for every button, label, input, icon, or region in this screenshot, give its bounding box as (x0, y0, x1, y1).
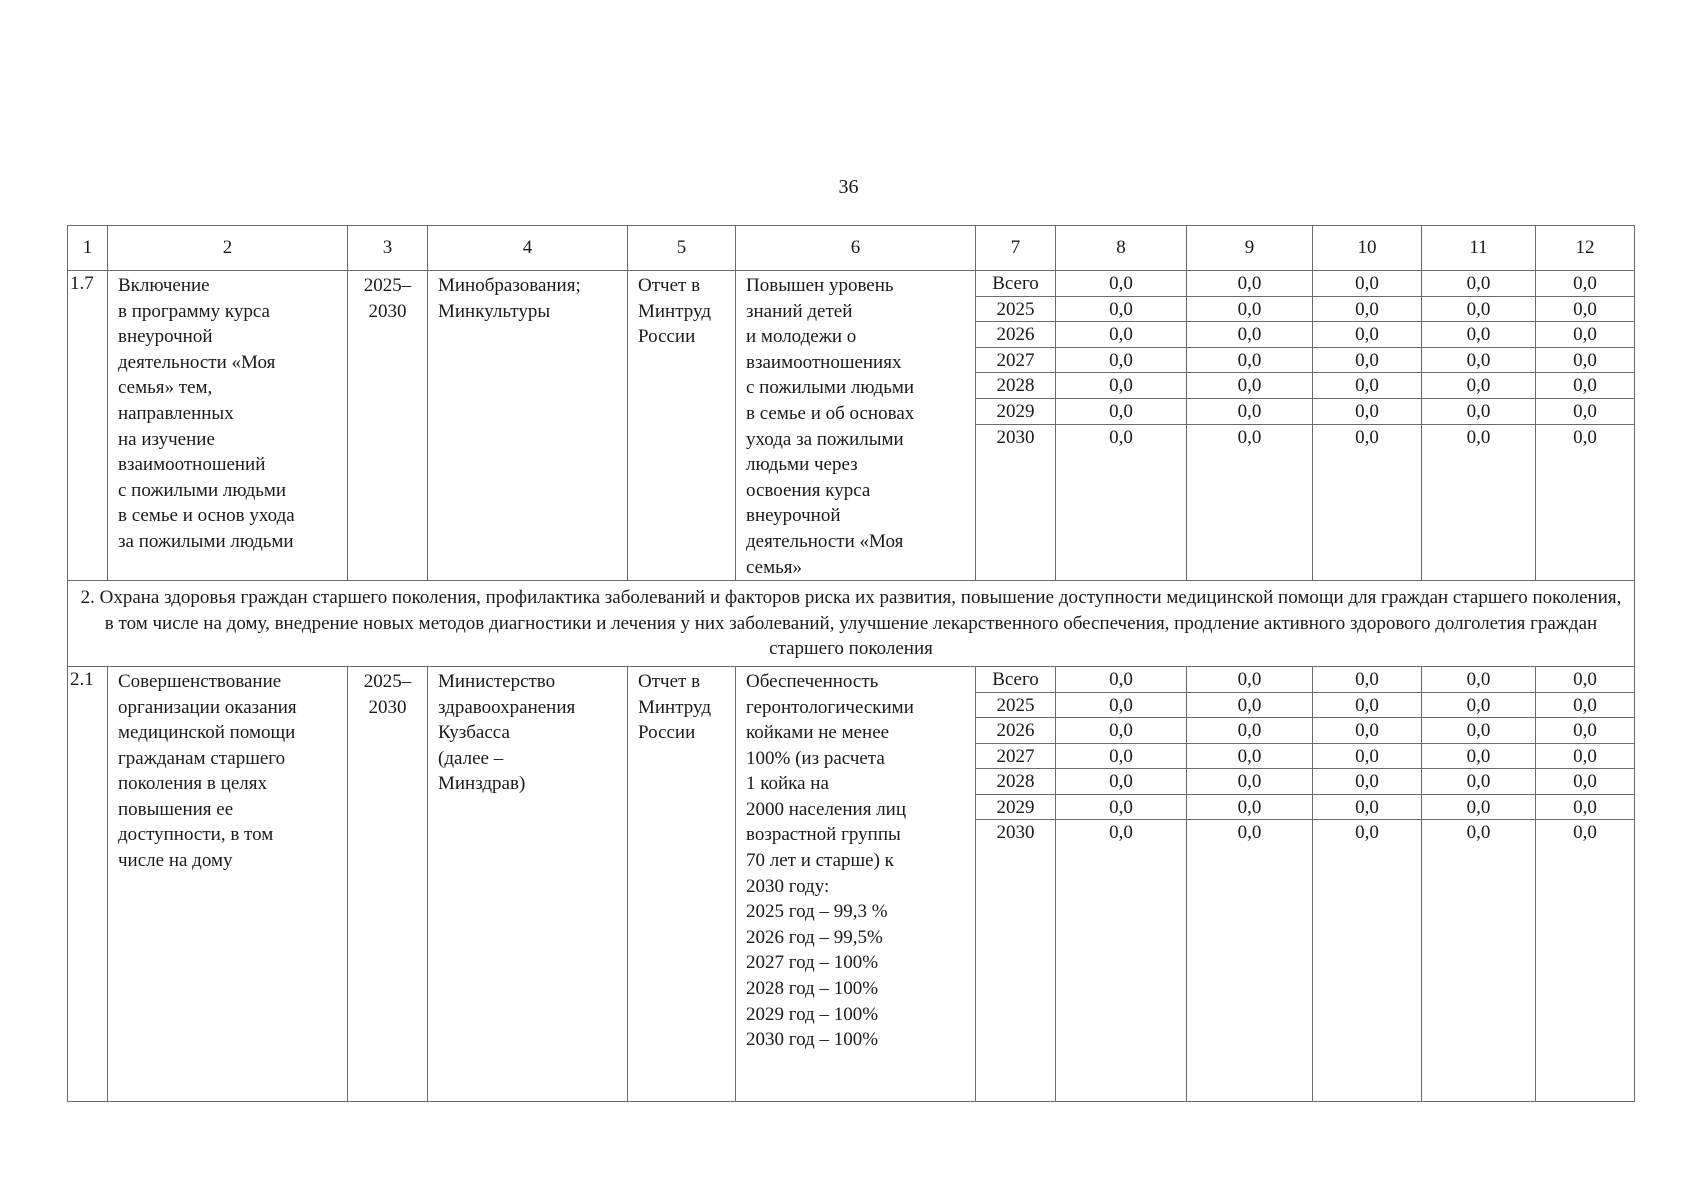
row-number: 1.7 (68, 271, 108, 581)
expected-result: Повышен уровень знаний детей и молодежи о взаимоотношениях с пожилыми людьми в семье и об основах ухода за пожилыми людьми через освоения курса внеурочной деятельности «Моя семья» (736, 271, 976, 581)
year-cell: 2027 (976, 348, 1055, 374)
value-cell: 0,0 (1187, 271, 1312, 297)
year-cell: 2030 (996, 426, 1035, 448)
value-cell: 0,0 (1313, 271, 1421, 297)
value-cell: 0,0 (1536, 667, 1634, 693)
value-cell: 0,0 (1056, 667, 1186, 693)
measure-name: Совершенствование организации оказания медицинской помощи гражданам старшего поколения в целях повышения ее доступности, в том числе на дому (108, 666, 348, 1101)
year-cell: 2028 (976, 373, 1055, 399)
value-cell: 0,0 (1536, 693, 1634, 719)
report-form: Отчет в Минтруд России (628, 271, 736, 581)
value-list (1187, 271, 1313, 581)
value-list (1536, 271, 1635, 581)
header-cell: 2 (108, 226, 348, 271)
value-cell: 0,0 (1313, 744, 1421, 770)
section-row (68, 581, 1635, 667)
value-cell: 0,0 (1187, 795, 1312, 821)
executor: Минобразования; Минкультуры (428, 271, 628, 581)
year-list (976, 666, 1056, 1101)
value-cell: 0,0 (1313, 718, 1421, 744)
value-cell: 0,0 (1313, 373, 1421, 399)
value-cell: 0,0 (1237, 426, 1262, 448)
value-cell: 0,0 (1422, 718, 1535, 744)
year-cell: 2025 (976, 297, 1055, 323)
value-cell: 0,0 (1573, 426, 1597, 448)
value-cell: 0,0 (1056, 373, 1186, 399)
value-cell: 0,0 (1422, 373, 1535, 399)
value-cell: 0,0 (1187, 373, 1312, 399)
year-cell: 2030 (996, 822, 1035, 844)
year-cell: Всего (976, 271, 1055, 297)
year-cell: 2025 (976, 693, 1055, 719)
value-cell: 0,0 (1056, 693, 1186, 719)
value-cell: 0,0 (1187, 769, 1312, 795)
value-cell: 0,0 (1536, 718, 1634, 744)
value-cell: 0,0 (1355, 822, 1379, 844)
year-cell: Всего (976, 667, 1055, 693)
value-list (1536, 666, 1635, 1101)
value-cell: 0,0 (1237, 822, 1262, 844)
value-cell: 0,0 (1422, 795, 1535, 821)
value-cell: 0,0 (1187, 744, 1312, 770)
header-cell: 12 (1536, 226, 1635, 271)
value-cell: 0,0 (1422, 322, 1535, 348)
value-cell: 0,0 (1187, 322, 1312, 348)
value-cell: 0,0 (1536, 348, 1634, 374)
table-row (68, 271, 1635, 581)
value-list (1313, 271, 1422, 581)
year-cell: 2029 (976, 795, 1055, 821)
plan-table (67, 225, 1635, 1102)
measure-name: Включение в программу курса внеурочной деятельности «Моя семья» тем, направленных на изучение взаимоотношений с пожилыми людьми в семье и основ ухода за пожилыми людьми (108, 271, 348, 581)
value-cell: 0,0 (1187, 348, 1312, 374)
header-row (68, 226, 1635, 271)
year-cell: 2027 (976, 744, 1055, 770)
row-number: 2.1 (68, 666, 108, 1101)
table-row (68, 666, 1635, 1101)
header-cell: 1 (68, 226, 108, 271)
header-cell: 11 (1422, 226, 1536, 271)
year-list (976, 271, 1056, 581)
value-cell: 0,0 (1187, 667, 1312, 693)
header-cell: 9 (1187, 226, 1313, 271)
value-cell: 0,0 (1109, 426, 1133, 448)
executor: Министерство здравоохранения Кузбасса (далее – Минздрав) (428, 666, 628, 1101)
value-cell: 0,0 (1109, 822, 1133, 844)
value-cell: 0,0 (1313, 769, 1421, 795)
year-cell: 2026 (976, 718, 1055, 744)
value-cell: 0,0 (1187, 718, 1312, 744)
value-cell: 0,0 (1422, 399, 1535, 425)
value-cell: 0,0 (1056, 322, 1186, 348)
value-cell: 0,0 (1313, 348, 1421, 374)
year-cell: 2026 (976, 322, 1055, 348)
value-cell: 0,0 (1466, 822, 1491, 844)
value-cell: 0,0 (1056, 399, 1186, 425)
value-cell: 0,0 (1536, 744, 1634, 770)
value-cell: 0,0 (1187, 693, 1312, 719)
page-number: 36 (838, 176, 859, 198)
value-cell: 0,0 (1313, 297, 1421, 323)
period: 2025– 2030 (348, 666, 428, 1101)
value-cell: 0,0 (1536, 769, 1634, 795)
value-list (1422, 666, 1536, 1101)
value-list (1187, 666, 1313, 1101)
period: 2025– 2030 (348, 271, 428, 581)
header-cell: 7 (976, 226, 1056, 271)
header-cell: 3 (348, 226, 428, 271)
value-list (1056, 666, 1187, 1101)
expected-result: Обеспеченность геронтологическими койками не менее 100% (из расчета 1 койка на 2000 населения лиц возрастной группы 70 лет и старше) к 2030 году: 2025 год – 99,3 % 2026 год – 99,5% 2027 год – 100% 2028 год – 100% 2029 год – 100% 2030 год – 100% (736, 666, 976, 1101)
header-cell: 4 (428, 226, 628, 271)
value-cell: 0,0 (1466, 426, 1491, 448)
value-cell: 0,0 (1422, 744, 1535, 770)
header-cell: 5 (628, 226, 736, 271)
header-cell: 6 (736, 226, 976, 271)
value-cell: 0,0 (1573, 822, 1597, 844)
value-cell: 0,0 (1422, 769, 1535, 795)
value-cell: 0,0 (1056, 795, 1186, 821)
value-list (1422, 271, 1536, 581)
year-cell: 2028 (976, 769, 1055, 795)
value-cell: 0,0 (1536, 271, 1634, 297)
value-cell: 0,0 (1313, 693, 1421, 719)
report-form: Отчет в Минтруд России (628, 666, 736, 1101)
value-list (1313, 666, 1422, 1101)
value-cell: 0,0 (1536, 297, 1634, 323)
value-cell: 0,0 (1056, 769, 1186, 795)
value-cell: 0,0 (1313, 399, 1421, 425)
value-cell: 0,0 (1056, 744, 1186, 770)
value-cell: 0,0 (1056, 718, 1186, 744)
value-cell: 0,0 (1355, 426, 1379, 448)
section-heading: 2. Охрана здоровья граждан старшего поколения, профилактика заболеваний и факторов риска их развития, повышение доступности медицинской помощи для граждан старшего поколения, в том числе на дому, внедрение новых методов диагностики и лечения у них заболеваний, улучшение лекарственного обеспечения, продление активного здорового долголетия граждан старшего поколения (68, 581, 1635, 667)
value-cell: 0,0 (1422, 271, 1535, 297)
value-cell: 0,0 (1536, 373, 1634, 399)
value-cell: 0,0 (1056, 297, 1186, 323)
value-cell: 0,0 (1422, 667, 1535, 693)
value-cell: 0,0 (1313, 795, 1421, 821)
year-cell: 2029 (976, 399, 1055, 425)
value-cell: 0,0 (1187, 297, 1312, 323)
value-cell: 0,0 (1056, 271, 1186, 297)
value-cell: 0,0 (1056, 348, 1186, 374)
header-cell: 8 (1056, 226, 1187, 271)
value-cell: 0,0 (1536, 322, 1634, 348)
value-cell: 0,0 (1422, 297, 1535, 323)
value-cell: 0,0 (1313, 322, 1421, 348)
header-cell: 10 (1313, 226, 1422, 271)
value-cell: 0,0 (1422, 348, 1535, 374)
value-cell: 0,0 (1422, 693, 1535, 719)
value-list (1056, 271, 1187, 581)
value-cell: 0,0 (1187, 399, 1312, 425)
value-cell: 0,0 (1536, 795, 1634, 821)
value-cell: 0,0 (1536, 399, 1634, 425)
value-cell: 0,0 (1313, 667, 1421, 693)
